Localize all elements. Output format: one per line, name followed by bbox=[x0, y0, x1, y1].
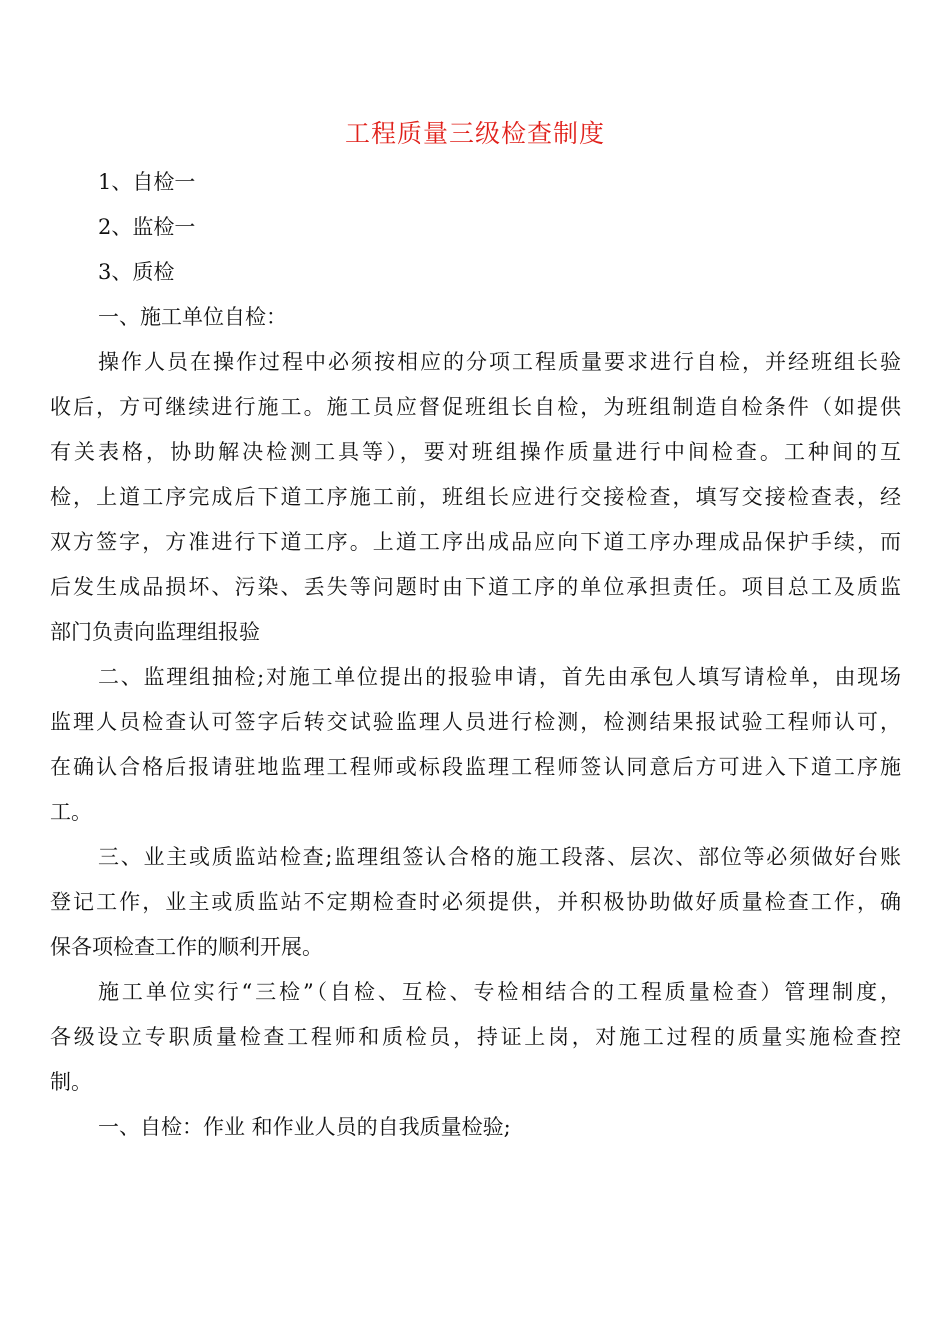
paragraph-line: 部门负责向监理组报验 bbox=[50, 620, 260, 644]
list-item-2: 2、监检一 bbox=[98, 215, 196, 239]
document-title: 工程质量三级检查制度 bbox=[344, 119, 605, 148]
paragraph-line: 登记工作，业主或质监站不定期检查时必须提供，并积极协助做好质量检查工作，确 bbox=[50, 890, 901, 914]
paragraph-line: 制。 bbox=[50, 1070, 92, 1094]
paragraph-line: 检，上道工序完成后下道工序施工前，班组长应进行交接检查，填写交接检查表，经 bbox=[50, 485, 901, 509]
paragraph-line: 在确认合格后报请驻地监理工程师或标段监理工程师签认同意后方可进入下道工序施 bbox=[50, 755, 901, 779]
paragraph-line: 一、自检：作业 和作业人员的自我质量检验; bbox=[98, 1115, 511, 1139]
paragraph-line: 有关表格，协助解决检测工具等），要对班组操作质量进行中间检查。工种间的互 bbox=[50, 440, 901, 464]
paragraph-line: 监理人员检查认可签字后转交试验监理人员进行检测，检测结果报试验工程师认可， bbox=[50, 710, 901, 734]
paragraph-line: 操作人员在操作过程中必须按相应的分项工程质量要求进行自检，并经班组长验 bbox=[98, 350, 901, 374]
paragraph-line: 工。 bbox=[50, 800, 92, 824]
paragraph-line: 各级设立专职质量检查工程师和质检员，持证上岗，对施工过程的质量实施检查控 bbox=[50, 1025, 901, 1049]
list-item-1: 1、自检一 bbox=[98, 170, 196, 194]
paragraph-line: 二、监理组抽检;对施工单位提出的报验申请，首先由承包人填写请检单，由现场 bbox=[98, 665, 901, 689]
paragraph-line: 双方签字，方准进行下道工序。上道工序出成品应向下道工序办理成品保护手续，而 bbox=[50, 530, 901, 554]
paragraph-line: 施工单位实行“三检”（自检、互检、专检相结合的工程质量检查）管理制度， bbox=[98, 980, 901, 1004]
paragraph-line: 保各项检查工作的顺利开展。 bbox=[50, 935, 323, 959]
section-heading-self-check: 一、施工单位自检： bbox=[98, 305, 287, 329]
paragraph-line: 收后，方可继续进行施工。施工员应督促班组长自检，为班组制造自检条件（如提供 bbox=[50, 395, 901, 419]
document-body bbox=[50, 160, 901, 1150]
list-item-3: 3、质检 bbox=[98, 260, 175, 284]
paragraph-line: 三、业主或质监站检查;监理组签认合格的施工段落、层次、部位等必须做好台账 bbox=[98, 845, 901, 869]
paragraph-line: 后发生成品损坏、污染、丢失等问题时由下道工序的单位承担责任。项目总工及质监 bbox=[50, 575, 901, 599]
